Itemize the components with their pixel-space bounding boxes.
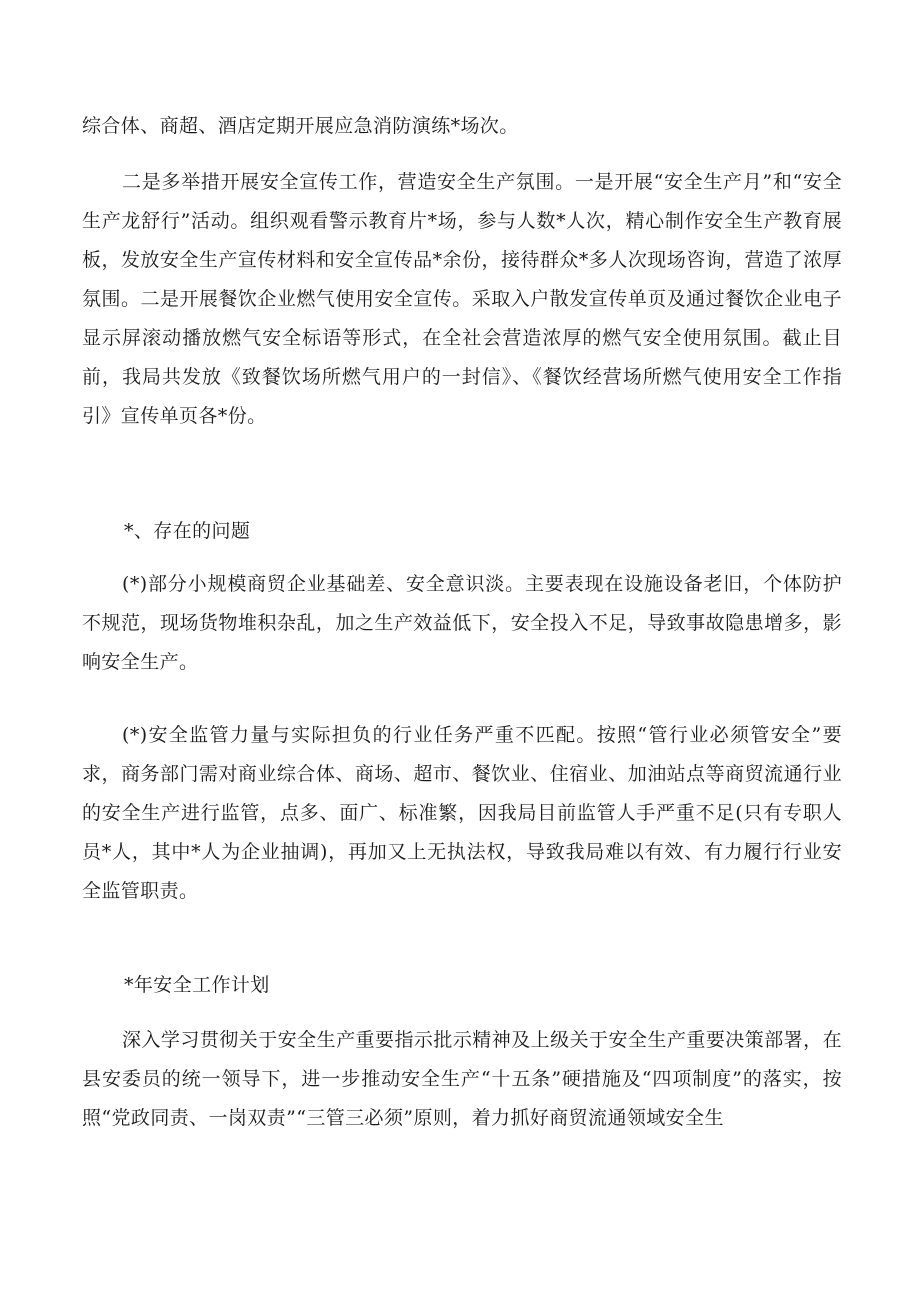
paragraph-drill-summary: 综合体、商超、酒店定期开展应急消防演练*场次。 bbox=[82, 115, 519, 137]
paragraph-work-plan: 深入学习贯彻关于安全生产重要指示批示精神及上级关于安全生产重要决策部署，在县安委员的统一领导下，进一步推动安全生产“十五条”硬措施及“四项制度”的落实，按照“党政同责、一岗双责”“三管三必须”原则，着力抓好商贸流通领域安全生 bbox=[82, 1029, 842, 1129]
paragraph-safety-publicity: 二是多举措开展安全宣传工作，营造安全生产氛围。一是开展“安全生产月”和“安全生产龙舒行”活动。组织观看警示教育片*场，参与人数*人次，精心制作安全生产教育展板，发放安全生产宣传材料和安全宣传品*余份，接待群众*多人次现场咨询，营造了浓厚氛围。二是开展餐饮企业燃气使用安全宣传。采取入户散发宣传单页及通过餐饮企业电子显示屏滚动播放燃气安全标语等形式，在全社会营造浓厚的燃气安全使用氛围。截止目前，我局共发放《致餐饮场所燃气用户的一封信》、《餐饮经营场所燃气使用安全工作指引》宣传单页各*份。 bbox=[82, 171, 842, 427]
section-heading-work-plan: *年安全工作计划 bbox=[124, 974, 270, 996]
paragraph-problem-supervision: (*)安全监管力量与实际担负的行业任务严重不匹配。按照“管行业必须管安全”要求，商务部门需对商业综合体、商场、超市、餐饮业、住宿业、加油站点等商贸流通行业的安全生产进行监管，点多、面广、标准繁，因我局目前监管人手严重不足(只有专职人员*人，其中*人为企业抽调)，再加又上无执法权，导致我局难以有效、有力履行行业安全监管职责。 bbox=[82, 724, 842, 902]
section-heading-problems: *、存在的问题 bbox=[124, 520, 251, 542]
paragraph-problem-small-enterprises: (*)部分小规模商贸企业基础差、安全意识淡。主要表现在设施设备老旧，个体防护不规范，现场货物堆积杂乱，加之生产效益低下，安全投入不足，导致事故隐患增多，影响安全生产。 bbox=[82, 573, 842, 673]
